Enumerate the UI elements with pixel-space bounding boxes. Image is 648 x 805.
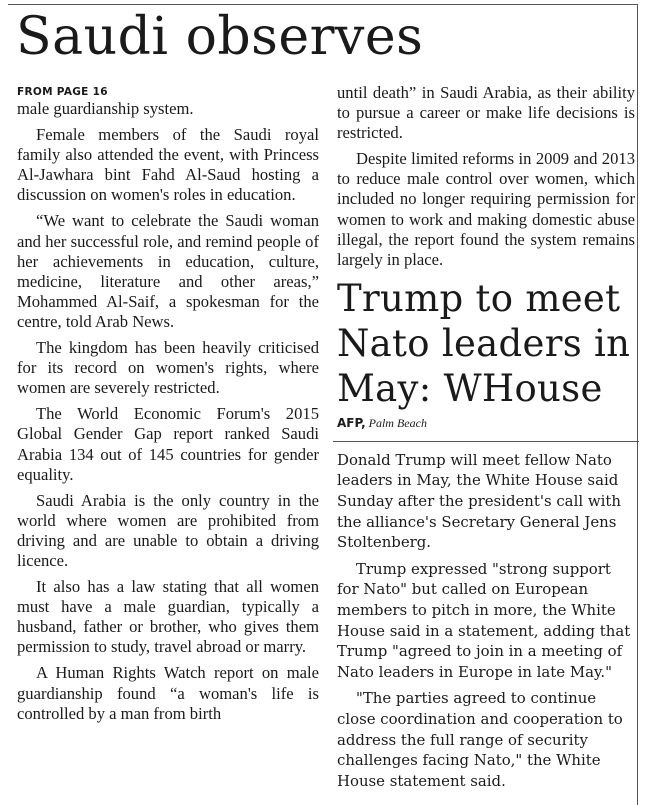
article-paragraph: It also has a law stating that all women must have a male guardian, typically a husband, father or brother, who gives them permission to study, travel abroad or marry. — [17, 577, 319, 657]
byline-agency: AFP, — [337, 415, 366, 430]
second-article-headline: Trump to meet Nato leaders in May: WHouse — [337, 276, 631, 410]
right-border-rule — [637, 4, 638, 805]
article-headline: Saudi observes — [16, 7, 424, 67]
article-paragraph: The kingdom has been heavily criticised for its record on women's rights, where women are severely restricted. — [17, 338, 319, 398]
section-divider — [333, 441, 639, 442]
article-paragraph: A Human Rights Watch report on male guardianship found “a woman's life is controlled by a man from birth — [17, 663, 319, 723]
article-paragraph: Despite limited reforms in 2009 and 2013 to reduce male control over women, which included no longer requiring permission for women to work and making domestic abuse illegal, the report found the system remains largely in place. — [337, 149, 635, 269]
article-column-right — [337, 83, 635, 797]
article-paragraph: "The parties agreed to continue close coordination and cooperation to address the full range of security challenges facing Nato," the White House statement said. — [337, 689, 623, 790]
jump-label: FROM PAGE 16 — [17, 86, 108, 98]
article-paragraph: until death” in Saudi Arabia, as their ability to pursue a career or make life decisions is restricted. — [337, 83, 635, 143]
article-paragraph: Saudi Arabia is the only country in the world where women are prohibited from driving and are unable to obtain a driving licence. — [17, 490, 319, 570]
article-paragraph: male guardianship system. — [17, 99, 194, 118]
article-paragraph: “We want to celebrate the Saudi woman and her successful role, and remind people of her achievements in education, culture, medicine, literature and other areas,” Mohammed Al-Saif, a spokesman for the centre, told Arab News. — [17, 211, 319, 331]
top-border-rule — [8, 4, 638, 5]
article-paragraph: The World Economic Forum's 2015 Global Gender Gap report ranked Saudi Arabia 134 out of 145 countries for gender equality. — [17, 404, 319, 484]
byline — [337, 415, 635, 431]
article-paragraph: Female members of the Saudi royal family also attended the event, with Princess Al-Jawhara bint Fahd Al-Saud hosting a discussion on women's roles in education. — [17, 125, 319, 205]
article-paragraph: Trump expressed "strong support for Nato" but called on European members to pitch in more, the White House said in a statement, adding that Trump "agreed to join in a meeting of Nato leaders in Europe in late May." — [337, 559, 631, 681]
article-paragraph: Donald Trump will meet fellow Nato leaders in May, the White House said Sunday after the president's call with the alliance's Secretary General Jens Stoltenberg. — [337, 450, 621, 552]
second-article-body — [337, 450, 635, 792]
byline-place: Palm Beach — [368, 415, 427, 430]
article-column-left — [17, 85, 319, 730]
